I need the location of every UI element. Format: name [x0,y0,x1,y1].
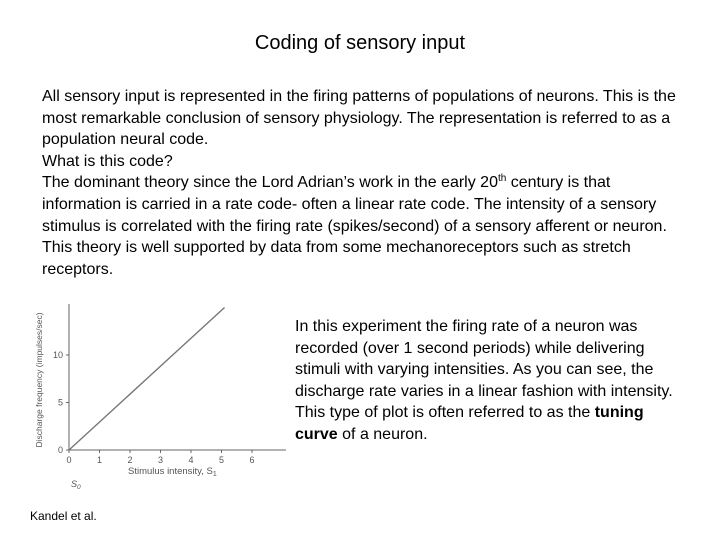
figure-credit: Kandel et al. [30,509,97,523]
theory-text-start: The dominant theory since the Lord Adrian’s work in the early 20 [42,174,498,192]
x-tick-label: 4 [188,455,194,465]
y-axis-title [34,312,44,447]
y-tick-label: 10 [52,350,63,360]
y-axis-label: Discharge frequency (impulses/sec) [34,312,44,448]
x-tick-label: 0 [66,455,72,465]
tuning-note-suffix: of a neuron. [337,425,428,443]
y-tick-label: 0 [57,445,63,455]
x-tick-label: 3 [157,455,164,465]
ordinal-suffix: th [497,173,507,185]
intro-paragraph: All sensory input is represented in the firing patterns of populations of neurons. This is the most remarkable conclusion of sensory physiology. The representation is referred to as a population neural code. [42,88,676,149]
series-line [69,308,225,451]
tuning-curve-note [295,402,675,445]
theory-text-end: century is that information is carried in a rate code- often a linear rate code. The intensity of a sensory stimulus is correlated with the firing rate (spikes/second) of a sensory afferent or neuron. This theory is well supported by data from some mechanoreceptors such as stretch receptors. [42,174,667,278]
x-ticks [66,450,254,465]
x-axis-label: Stimulus intensity, $S_1$ [128,466,217,478]
tuning-note-prefix: This type of plot is often referred to as the [295,404,595,422]
x-tick-label: 2 [127,455,133,465]
body-text [42,86,692,280]
x-tick-label: 5 [218,455,225,465]
origin-marker: $S_0$ [71,479,81,491]
question-line: What is this code? [42,152,173,170]
x-tick-label: 1 [96,455,103,465]
slide-title: Coding of sensory input [254,32,466,54]
caption-text: In this experiment the firing rate of a neuron was recorded (over 1 second periods) while delivering stimuli with varying intensities. As you can see, the discharge rate varies in a linear fashion with intensity. [295,318,673,400]
figure-caption [295,316,675,446]
theory-paragraph [42,172,692,280]
tuning-curve-graph [28,290,290,495]
y-tick-label: 5 [57,397,63,408]
tuning-curve-term: tuning curve [295,404,644,443]
x-tick-label: 6 [249,455,255,465]
y-ticks [53,350,69,455]
